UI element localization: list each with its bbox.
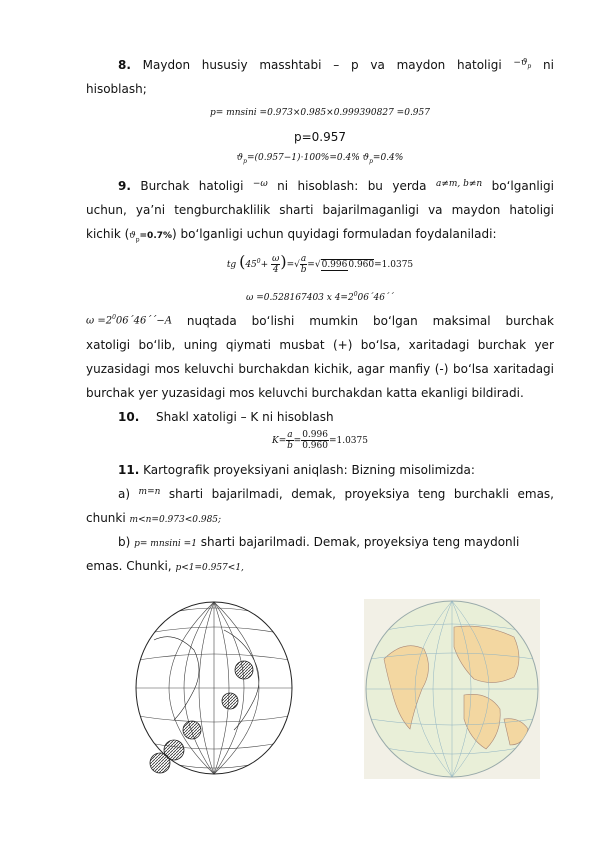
word: Maydon [142, 58, 191, 72]
word: xatoligi [86, 338, 131, 352]
p11-a-line2: chunki m<n=0.973<0.985; [86, 511, 222, 525]
word: keluvchi [184, 362, 234, 376]
math-symbol: $-ϑ_p$ [513, 58, 532, 70]
word: xaritadagi [408, 338, 470, 352]
word: – [333, 58, 340, 72]
p8-number: 8. [118, 58, 131, 72]
word: bu [367, 179, 383, 193]
word: uning [183, 338, 218, 352]
p8-line1 [86, 58, 554, 72]
formula-tg: tg ($45^0+$ $\frac{\omega}{4}$ )=√ $\frac{a}{b}$ =√0.9960.960=1.0375 [226, 252, 414, 275]
word: Burchak [140, 179, 190, 193]
word: yerda [392, 179, 427, 193]
word: bo‘lishi [251, 314, 295, 328]
word: musbat [279, 338, 325, 352]
word: sharti [168, 487, 204, 501]
word: manfiy [388, 362, 431, 376]
word: xaritadagi [493, 362, 554, 376]
word: burchak [505, 314, 554, 328]
word: ni [277, 179, 289, 193]
word: hisoblash: [297, 179, 359, 193]
formula-k: K= $\frac{a}{b}$ = $\frac{0.996}{0.960}$ =1.0375 [272, 430, 368, 451]
word: (+) [332, 338, 353, 352]
p9-line2 [86, 203, 554, 217]
word: ni [543, 58, 554, 72]
word: agar [357, 362, 385, 376]
word: tengburchaklilik [174, 203, 271, 217]
word: qiymati [225, 338, 271, 352]
word: va [428, 203, 443, 217]
math-symbol: −ω [252, 179, 268, 189]
p10-line1 [86, 410, 554, 424]
word: masshtabi [259, 58, 322, 72]
formula: p= mnsini =0.973×0.985×0.999390827 =0.957 [210, 108, 430, 118]
word: maksimal [432, 314, 491, 328]
word: hatoligi [457, 58, 502, 72]
word: sharti [279, 203, 314, 217]
p11-b-line1: b) p= mnsini =1 sharti bajarilmadi. Demak, proyeksiya teng maydonli [118, 535, 520, 549]
word: bo‘lsa, [360, 338, 401, 352]
hemisphere-graticule-map [134, 600, 294, 776]
word: emas, [517, 487, 554, 501]
word: hususiy [201, 58, 248, 72]
math-symbol: m=n [138, 487, 161, 497]
p11-number: 11. [118, 463, 140, 477]
p10-number: 10. [118, 410, 140, 424]
word: bo‘lgan [373, 314, 418, 328]
word: bajarilmadi, [211, 487, 283, 501]
word: bo‘lsa [453, 362, 489, 376]
hemisphere-colored-map [364, 599, 540, 779]
formula-omega: ω =0.528167403 x $4=2^006´46´´$ [246, 291, 394, 303]
p9-line3: kichik $(ϑ_p=0.7\%)$ bo‘lganligi uchun quyidagi formuladan foydalaniladi: [86, 227, 497, 244]
p9-line7: burchak yer yuzasidagi mos keluvchi burchakdan katta ekanligi bildiradi. [86, 386, 524, 400]
word: p [350, 58, 359, 72]
p9-line1 [86, 179, 554, 193]
word: hatoligi [198, 179, 244, 193]
word: demak, [291, 487, 336, 501]
word: burchak [477, 338, 527, 352]
word: va [370, 58, 385, 72]
p11-b-line2: emas. Chunki, p<1=0.957<1, [86, 559, 244, 573]
word: teng [418, 487, 446, 501]
word: kichik, [313, 362, 353, 376]
p9-line6 [86, 362, 554, 376]
word: hatoligi [509, 203, 554, 217]
word: bo‘lganligi [491, 179, 554, 193]
word: nuqtada [186, 314, 237, 328]
word: proyeksiya [344, 487, 410, 501]
word: maydon [451, 203, 501, 217]
item-label: a) [118, 487, 131, 501]
word: burchakdan [238, 362, 310, 376]
word: bo‘lib, [138, 338, 176, 352]
p11-line1 [86, 463, 554, 477]
word: (-) [434, 362, 449, 376]
p11-text: Kartografik proyeksiyani aniqlash: Bizning misolimizda: [143, 463, 475, 477]
p11-a-line1 [86, 487, 554, 501]
p9-line4: $\omega =2^006´46´´-A$ nuqtada bo‘lishi mumkin bo‘lgan maksimal burchak [86, 314, 554, 328]
word: mos [154, 362, 180, 376]
p9-number: 9. [118, 179, 131, 193]
word: yuzasidagi [86, 362, 150, 376]
formula: $ϑ_p=(0.957-1)\cdot 100\%=0.4\%$ $ϑ_p=0.4\%$ [236, 153, 404, 165]
word: bajarilmaganligi [322, 203, 419, 217]
word: burchakli [453, 487, 509, 501]
p10-text: Shakl xatoligi – K ni hisoblash [156, 410, 334, 424]
p9-line5 [86, 338, 554, 352]
p8-line2: hisoblash; [86, 82, 147, 96]
word: maydon [396, 58, 446, 72]
word: yer [534, 338, 554, 352]
word: mumkin [309, 314, 359, 328]
formula: p=0.957 [293, 130, 347, 144]
word: ya’ni [135, 203, 166, 217]
math-symbol: a≠m, b≠n [435, 179, 483, 189]
word: uchun, [86, 203, 127, 217]
